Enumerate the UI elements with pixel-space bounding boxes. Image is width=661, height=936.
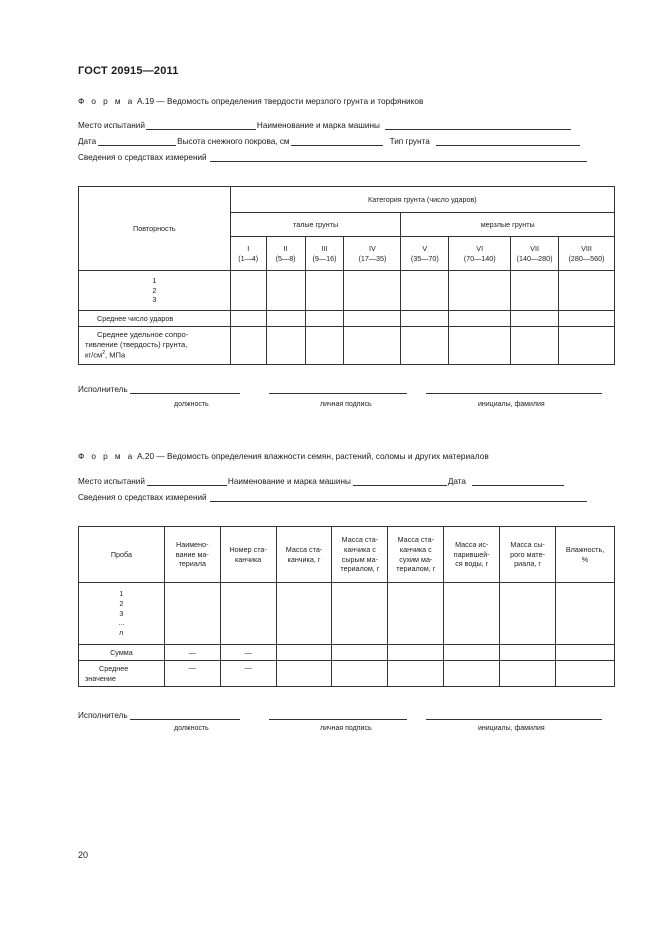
table-cell[interactable]	[559, 327, 615, 365]
machine-label: Наименование и марка машины	[227, 477, 351, 486]
table-row	[79, 327, 615, 365]
table-cell[interactable]	[500, 661, 556, 687]
table-cell[interactable]	[344, 327, 401, 365]
date-blank[interactable]	[472, 477, 564, 486]
table-cell[interactable]	[220, 583, 276, 645]
table-cell[interactable]	[556, 645, 615, 661]
table-cell[interactable]	[556, 583, 615, 645]
table-cell[interactable]	[305, 311, 344, 327]
table-cell[interactable]	[511, 311, 559, 327]
frozen-header: мерзлые грунты	[401, 213, 615, 237]
category-col-7: VII (140—280)	[511, 237, 559, 271]
repeat-numbers: 1 2 3	[79, 271, 231, 311]
col-cup-wet-mass: Масса ста- канчика с сырым ма- териалом, г	[332, 527, 388, 583]
table-cell[interactable]	[559, 311, 615, 327]
category-col-8: VIII (280—560)	[559, 237, 615, 271]
document-title: ГОСТ 20915—2011	[78, 65, 179, 77]
col-raw-material-mass: Масса сы- рого мате- риала, г	[500, 527, 556, 583]
caption-name: инициалы, фамилия	[478, 725, 545, 732]
avg-value-label: Среднее значение	[79, 661, 165, 687]
category-col-6: VI (70—140)	[449, 237, 511, 271]
avg-strikes-label: Среднее число ударов	[79, 311, 231, 327]
table-cell[interactable]	[511, 327, 559, 365]
table-cell[interactable]	[511, 271, 559, 311]
table-cell[interactable]	[401, 311, 449, 327]
table-cell[interactable]	[266, 311, 305, 327]
table-row	[79, 583, 615, 645]
form-a19-line-place	[78, 121, 618, 130]
form-a20-prefix: Ф о р м а	[78, 451, 135, 461]
category-col-2: II (5—8)	[266, 237, 305, 271]
caption-position: должность	[174, 725, 209, 732]
table-cell[interactable]	[444, 661, 500, 687]
table-cell[interactable]	[266, 271, 305, 311]
form-a20-line-place	[78, 477, 618, 486]
table-row	[79, 311, 615, 327]
machine-blank[interactable]	[385, 121, 571, 130]
table-cell[interactable]	[305, 271, 344, 311]
table-cell[interactable]	[388, 583, 444, 645]
dash-cell: —	[164, 645, 220, 661]
table-cell[interactable]	[559, 271, 615, 311]
avg-hardness-label: Среднее удельное сопро- тивление (твердость) грунта, $кг/см^2$, МПа	[79, 327, 231, 365]
table-cell[interactable]	[332, 645, 388, 661]
table-cell[interactable]	[332, 583, 388, 645]
form-a20-title	[78, 451, 489, 461]
table-cell[interactable]	[401, 327, 449, 365]
table-header-row	[79, 527, 615, 583]
table-cell[interactable]	[332, 661, 388, 687]
form-a20-title-text: А.20 — Ведомость определения влажности семян, растений, соломы и других материалов	[137, 451, 489, 461]
table-row	[79, 661, 615, 687]
table-cell[interactable]	[230, 327, 266, 365]
executor-label: Исполнитель	[78, 711, 128, 720]
name-blank[interactable]	[426, 385, 602, 394]
category-header: Категория грунта (число ударов)	[230, 187, 614, 213]
table-cell[interactable]	[444, 583, 500, 645]
position-blank[interactable]	[130, 385, 240, 394]
table-cell[interactable]	[266, 327, 305, 365]
form-a19-title	[78, 96, 423, 106]
table-cell[interactable]	[305, 327, 344, 365]
category-col-4: IV (17—35)	[344, 237, 401, 271]
table-cell[interactable]	[500, 645, 556, 661]
form-a19-table	[78, 186, 615, 365]
executor-label: Исполнитель	[78, 385, 128, 394]
form-a20-executor	[78, 711, 618, 720]
col-cup-dry-mass: Масса ста- канчика с сухим ма- териалом, г	[388, 527, 444, 583]
position-blank[interactable]	[130, 711, 240, 720]
table-cell[interactable]	[388, 645, 444, 661]
soil-type-label: Тип грунта	[389, 137, 430, 146]
date-blank[interactable]	[98, 137, 176, 146]
col-cup-mass: Масса ста- канчика, г	[276, 527, 332, 583]
table-cell[interactable]	[276, 661, 332, 687]
caption-position: должность	[174, 401, 209, 408]
col-evaporated-water: Масса ис- парившей- ся воды, г	[444, 527, 500, 583]
caption-signature: личная подпись	[320, 401, 372, 408]
col-moisture: Влажность, %	[556, 527, 615, 583]
table-cell[interactable]	[230, 311, 266, 327]
signature-blank[interactable]	[269, 711, 407, 720]
table-cell[interactable]	[230, 271, 266, 311]
measuring-label: Сведения о средствах измерений	[78, 493, 207, 502]
page-number: 20	[78, 850, 89, 860]
category-col-5: V (35—70)	[401, 237, 449, 271]
form-a19-line-measuring	[78, 153, 618, 162]
sample-numbers: 1 2 3 ... n	[79, 583, 165, 645]
category-col-3: III (9—16)	[305, 237, 344, 271]
snow-blank[interactable]	[291, 137, 383, 146]
form-a20-table	[78, 526, 615, 687]
thawed-header: талые грунты	[230, 213, 401, 237]
table-cell[interactable]	[344, 311, 401, 327]
repeat-header: Повторность	[79, 187, 231, 271]
place-label: Место испытаний	[78, 121, 145, 130]
machine-blank[interactable]	[353, 477, 447, 486]
table-cell[interactable]	[344, 271, 401, 311]
dash-cell: —	[220, 661, 276, 687]
table-cell[interactable]	[449, 311, 511, 327]
dash-cell: —	[220, 645, 276, 661]
measuring-blank[interactable]	[210, 493, 587, 502]
caption-name: инициалы, фамилия	[478, 401, 545, 408]
caption-signature: личная подпись	[320, 725, 372, 732]
form-a19-title-text: А.19 — Ведомость определения твердости мерзлого грунта и торфяников	[137, 96, 424, 106]
machine-label: Наименование и марка машины	[256, 121, 380, 130]
table-cell[interactable]	[449, 327, 511, 365]
table-cell[interactable]	[449, 271, 511, 311]
date-label: Дата	[78, 137, 97, 146]
table-cell[interactable]	[401, 271, 449, 311]
table-row	[79, 645, 615, 661]
table-cell[interactable]	[388, 661, 444, 687]
sum-label: Сумма	[79, 645, 165, 661]
place-blank[interactable]	[146, 121, 256, 130]
col-cup-number: Номер ста- канчика	[220, 527, 276, 583]
table-cell[interactable]	[500, 583, 556, 645]
col-sample: Проба	[79, 527, 165, 583]
soil-type-blank[interactable]	[436, 137, 580, 146]
place-label: Место испытаний	[78, 477, 145, 486]
form-a20-line-measuring	[78, 493, 618, 502]
measuring-label: Сведения о средствах измерений	[78, 153, 207, 162]
table-cell[interactable]	[276, 583, 332, 645]
measuring-blank[interactable]	[210, 153, 587, 162]
table-row	[79, 271, 615, 311]
form-a19-executor	[78, 385, 618, 394]
name-blank[interactable]	[426, 711, 602, 720]
col-material-name: Наимено- вание ма- териала	[164, 527, 220, 583]
dash-cell: —	[164, 661, 220, 687]
snow-label: Высота снежного покрова, см	[177, 137, 290, 146]
table-cell[interactable]	[276, 645, 332, 661]
date-label: Дата	[447, 477, 466, 486]
signature-blank[interactable]	[269, 385, 407, 394]
table-cell[interactable]	[164, 583, 220, 645]
place-blank[interactable]	[147, 477, 227, 486]
form-a19-line-date	[78, 137, 618, 146]
form-a19-prefix: Ф о р м а	[78, 96, 135, 106]
table-cell[interactable]	[444, 645, 500, 661]
table-cell[interactable]	[556, 661, 615, 687]
category-col-1: I (1—4)	[230, 237, 266, 271]
